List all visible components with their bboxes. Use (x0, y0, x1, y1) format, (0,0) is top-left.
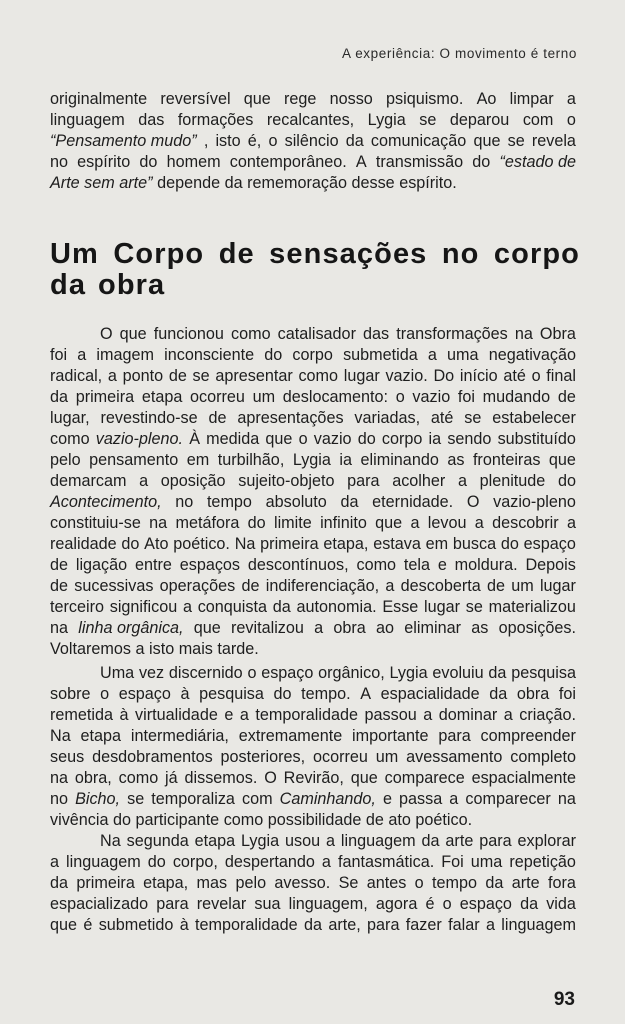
heading-line: da obra (50, 269, 166, 301)
text-line: Arte sem arte” depende da rememoração desse espírito. (50, 174, 457, 192)
text-line: da primeira etapa ocorreu um deslocamento: o vazio foi mudando de (50, 388, 576, 406)
text-line: constituiu-se na metáfora do limite infinito que a levou a descobrir a (50, 514, 576, 532)
text-line: na obra, como já dissemos. O Revirão, que comparece espacialmente (50, 769, 576, 787)
text-line: radical, a ponto de se apresentar como lugar vazio. Do início até o final (50, 367, 576, 385)
text-line: terceiro significou a conquista da autonomia. Esse lugar se materializou (50, 598, 576, 616)
text-line: Voltaremos a isto mais tarde. (50, 640, 259, 658)
text-line: que é submetido à temporalidade da arte, para fazer falar a linguagem (50, 916, 576, 934)
paragraph-continued (50, 89, 576, 194)
text-line: Na etapa intermediária, extremamente importante para compreender (50, 727, 576, 745)
text-line: pelo pensamento em turbilhão, Lygia ia eliminando as fronteiras que (50, 451, 576, 469)
text-line: na linha orgânica, que revitalizou a obra ao eliminar as oposições. (50, 619, 576, 637)
text-line: seus desdobramentos posteriores, ocorreu um avessamento completo (50, 748, 576, 766)
section-heading (50, 239, 580, 301)
text-line: linguagem das formações recalcantes, Lygia se deparou com o (50, 111, 576, 129)
paragraph (50, 324, 576, 660)
text-line: de sucessivas operações de indiferenciação, a descoberta de um lugar (50, 577, 576, 595)
paragraph (50, 831, 576, 936)
running-header: A experiência: O movimento é terno (341, 46, 577, 61)
text-line: no Bicho, se temporaliza com Caminhando, e passa a comparecer na (50, 790, 576, 808)
text-line: O que funcionou como catalisador das transformações na Obra (100, 325, 576, 343)
text-line: sobre o espaço à pesquisa do tempo. A espacialidade da obra foi (50, 685, 576, 703)
text-line: “Pensamento mudo” , isto é, o silêncio da comunicação que se revela (50, 132, 576, 150)
text-line: Acontecimento, no tempo absoluto da eternidade. O vazio-pleno (50, 493, 576, 511)
text-line: no espírito do homem contemporâneo. A transmissão do “estado de (50, 153, 576, 171)
text-line: demarcam a oposição sujeito-objeto para acolher a plenitude do (50, 472, 576, 490)
paragraph (50, 663, 576, 831)
page-number: 93 (553, 989, 575, 1010)
text-line: Uma vez discernido o espaço orgânico, Lygia evoluiu da pesquisa (100, 664, 576, 682)
text-line: de ligação entre espaços descontínuos, como tela e moldura. Depois (50, 556, 576, 574)
text-line: Na segunda etapa Lygia usou a linguagem da arte para explorar (100, 832, 576, 850)
text-line: como vazio-pleno. À medida que o vazio do corpo ia sendo substituído (50, 430, 576, 448)
text-line: lugar, revestindo-se de apresentações variadas, até se estabelecer (50, 409, 576, 427)
text-line: da primeira etapa, mas pelo avesso. Se antes o tempo da arte fora (50, 874, 576, 892)
text-line: vivência do participante como possibilidade de ato poético. (50, 811, 473, 829)
text-line: foi a imagem inconsciente do corpo submetida a uma negativação (50, 346, 576, 364)
text-line: espacializado para revelar sua linguagem, agora é o espaço da vida (50, 895, 576, 913)
heading-line: Um Corpo de sensações no corpo (50, 238, 580, 270)
text-line: remetida à virtualidade e a temporalidade passou a dominar a criação. (50, 706, 576, 724)
text-line: originalmente reversível que rege nosso psiquismo. Ao limpar a (50, 90, 576, 108)
text-line: realidade do Ato poético. Na primeira etapa, estava em busca do espaço (50, 535, 576, 553)
text-line: a linguagem do corpo, despertando a fantasmática. Foi uma repetição (50, 853, 576, 871)
